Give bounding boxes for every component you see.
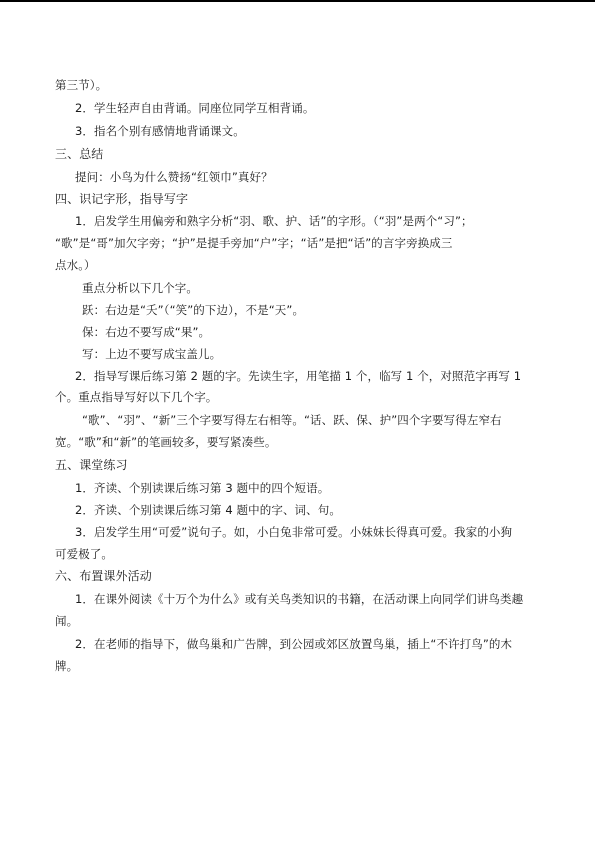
text-line: 闻。 xyxy=(55,614,79,628)
section-heading: 三、总结 xyxy=(55,147,104,161)
text-line: 提问：小鸟为什么赞扬“红领巾”真好？ xyxy=(75,170,273,184)
text-line: 1．齐读、个别读课后练习第 3 题中的四个短语。 xyxy=(75,481,330,495)
text-line: 2．齐读、个别读课后练习第 4 题中的字、词、句。 xyxy=(75,503,341,517)
text-line: 宽。“歌”和“新”的笔画较多，要写紧凑些。 xyxy=(55,435,277,449)
text-line: 第三节）。 xyxy=(55,78,108,92)
text-line: 2．在老师的指导下，做鸟巢和广告牌，到公园或郊区放置鸟巢，插上“不许打鸟”的木 xyxy=(75,637,513,651)
text-line: 跃：右边是“夭”（“笑”的下边），不是“天”。 xyxy=(82,303,305,317)
text-line: 3．启发学生用“可爱”说句子。如，小白兔非常可爱。小妹妹长得真可爱。我家的小狗 xyxy=(75,525,513,539)
section-heading: 四、识记字形，指导写字 xyxy=(55,192,189,206)
text-line: 2．学生轻声自由背诵。同座位同学互相背诵。 xyxy=(75,101,315,115)
text-line: “歌”、“羽”、“新”三个字要写得左右相等。“话、跃、保、护”四个字要写得左窄右 xyxy=(82,413,502,427)
text-line: 牌。 xyxy=(55,659,79,673)
section-heading: 六、布置课外活动 xyxy=(55,569,152,583)
text-line: 重点分析以下几个字。 xyxy=(82,281,198,295)
text-line: 保：右边不要写成“果”。 xyxy=(82,325,211,339)
text-line: 写：上边不要写成宝盖儿。 xyxy=(82,347,222,361)
text-line: 可爱极了。 xyxy=(55,547,113,561)
text-line: 3．指名个别有感情地背诵课文。 xyxy=(75,124,245,138)
text-line: 个。重点指导写好以下几个字。 xyxy=(55,390,218,404)
text-line: 1．启发学生用偏旁和熟字分析“羽、歌、护、话”的字形。（“羽”是两个“习”； xyxy=(75,214,473,228)
text-line: 点水。） xyxy=(55,258,96,272)
text-line: 1．在课外阅读《十万个为什么》或有关鸟类知识的书籍，在活动课上向同学们讲鸟类趣 xyxy=(75,592,524,606)
text-line: “歌”是“哥”加欠字旁；“护”是提手旁加“户”字；“话”是把“话”的言字旁换成三 xyxy=(55,236,453,250)
text-line: 2．指导写课后练习第 2 题的字。先读生字，用笔描 1 个，临写 1 个，对照范字再写 1 xyxy=(75,369,522,383)
section-heading: 五、课堂练习 xyxy=(55,458,128,472)
